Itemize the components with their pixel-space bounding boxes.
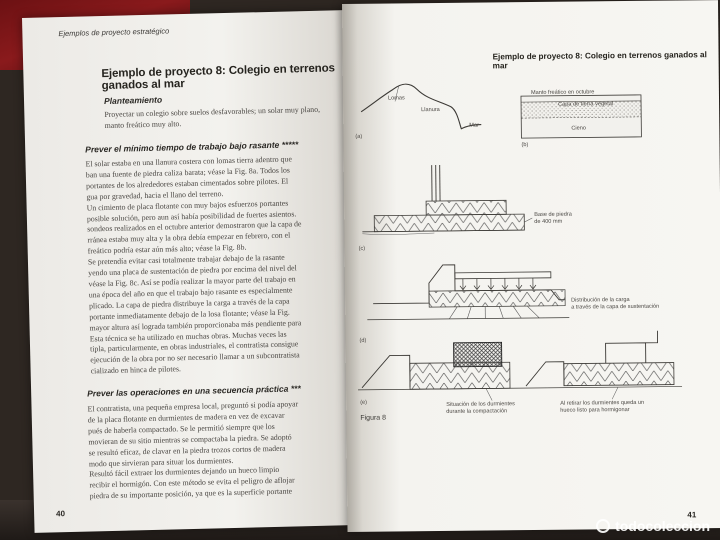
left-page (22, 10, 366, 533)
label-cieno: Cieno (571, 125, 586, 132)
running-head: Ejemplos de proyecto estratégico (58, 26, 170, 39)
text-line: gua por gravedad, hacia el llano del terreno. (86, 188, 224, 202)
label-retirar-2: hueco listo para hormigonar (560, 407, 630, 414)
section-body-planteamiento (104, 104, 354, 132)
label-mar: Mar (469, 122, 479, 129)
label-lomas: Lomas (387, 95, 405, 102)
text-line: Resultó fácil extraer los durmientes dejando un hueco limpio (89, 465, 280, 479)
text-line: Se pretendía evitar casi totalmente trabajar debajo de la rasante (87, 252, 285, 267)
page-number-right: 41 (687, 510, 697, 520)
text-line: ejecución de la obra por no ser necesario llamar a un subcontratista (90, 350, 300, 365)
label-situacion-2: durante la compactación (446, 408, 508, 415)
panel-label-d: (d) (359, 337, 367, 344)
panel-label-c: (c) (358, 245, 366, 252)
text-line: modo que sirvieran para situar los durmientes. (88, 455, 234, 469)
text-line: manto freático muy alto. (104, 119, 182, 130)
section-heading-tiempo: Prever el mínimo tiempo de trabajo bajo rasante ***** (85, 139, 299, 155)
panel-label-e: (e) (360, 399, 368, 406)
watermark-logo (596, 518, 710, 534)
text-line: El contratista, una pequeña empresa local, preguntó si podía apoyar (87, 399, 299, 414)
text-line: freático podría estar aún más alto; véase la Fig. 8b. (87, 242, 247, 256)
text-line: tipla, particularmente, en obras industriales, el contratista consigue (90, 339, 299, 354)
text-line: una época del año en que el trabajo bajo rasante es especialmente (88, 285, 293, 300)
text-line: portante inmediatamente debajo de la losa flotante; véase la Fig. (89, 307, 290, 322)
text-line: Esta técnica se ha utilizado en muchas obras. Muchas veces las (89, 329, 287, 343)
text-line: piedra de su importante posición, ya que es la superficie portante (89, 486, 293, 501)
text-line: rránea estaba muy alta y la obra debía empezar en febrero, con el (87, 230, 291, 245)
section-body-tiempo (85, 153, 358, 378)
text-line: portantes de los alrededores estaban cimentados sobre pilotes. El (86, 176, 289, 191)
label-distribucion-2: a través de la capa de sustentación (571, 303, 660, 311)
page-number-left: 40 (56, 509, 66, 519)
figure-caption: Figura 8 (360, 414, 387, 422)
text-line: Un cimiento de placa flotante con muy bajos esfuerzos portantes (86, 198, 289, 213)
section-heading-planteamiento: Planteamiento (103, 94, 163, 107)
label-manto-freatico: Manto freático en octubre (530, 89, 595, 97)
label-situacion-1: Situación de los durmientes (446, 401, 515, 408)
text-line: Proyectar un colegio sobre suelos desfavorables; un solar muy plano, (104, 104, 321, 120)
page-title: Ejemplo de proyecto 8: Colegio en terrenos ganados al mar (101, 62, 336, 93)
text-line: El solar estaba en una llanura costera con lomas tierra adentro que (85, 154, 292, 169)
panel-label-a: (a) (355, 133, 363, 140)
text-line: véase la Fig. 8c. Así se podía realizar la mayor parte del trabajo en (88, 274, 296, 289)
label-base-piedra-2: de 400 mm (534, 218, 563, 225)
text-line: recibir el hormigón. Con este método se evita el peligro de aflojar (89, 475, 295, 490)
label-distribucion-1: Distribución de la carga (571, 297, 630, 304)
panel-c-stone-base (358, 164, 573, 252)
label-capa-tierra: Capa de tierra vegetal (558, 101, 614, 108)
text-line: mayor altura así lograda también proporcionaba más pendiente para (89, 317, 302, 333)
text-line: posible solución, pero aun así había posibilidad de fuertes asientos. (86, 208, 297, 224)
text-line: cializado en hinca de pilotes. (90, 364, 182, 376)
watermark-text: todocoleccion (615, 518, 710, 534)
panel-a-landscape (355, 83, 482, 140)
text-line: plicado. La capa de piedra distribuye la carga a través de la capa (88, 296, 290, 311)
text-line: movieran de su sitio mientras se compactaba la piedra. Se adoptó (88, 432, 292, 447)
label-base-piedra-1: Base de piedra (534, 211, 572, 218)
label-llanura: Llanura (421, 106, 440, 114)
text-line: yendo una placa de sustentación de piedra por encima del nivel del (88, 263, 297, 278)
section-body-secuencia (87, 398, 361, 503)
watermark-circle-icon (596, 519, 610, 533)
right-page-title: Ejemplo de proyecto 8: Colegio en terrenos ganados al mar (492, 50, 707, 71)
text-line: de la placa flotante en durmientes de madera en vez de excavar (87, 410, 285, 425)
figure-8-diagrams (342, 0, 720, 532)
panel-b-soil-section (521, 89, 642, 148)
text-line: sondeos realizados en el octubre anterior demostraron que la capa de (87, 219, 302, 234)
panel-e-sleepers (357, 330, 682, 415)
text-line: se resultó eficaz, de clavar en la piedra trozos cortos de madera (88, 443, 286, 458)
right-page (342, 0, 720, 532)
panel-d-load-distribution (359, 263, 660, 344)
label-retirar-1: Al retirar los durmientes queda un (560, 399, 645, 407)
section-heading-secuencia: Prever las operaciones en una secuencia práctica *** (87, 383, 301, 399)
panel-label-b: (b) (521, 142, 529, 149)
text-line: pués de haberla compactado. Se le permitió siempre que los (87, 421, 275, 436)
text-line: ban una fuente de piedra caliza barata; véase la Fig. 8a. Todos los (85, 165, 291, 180)
